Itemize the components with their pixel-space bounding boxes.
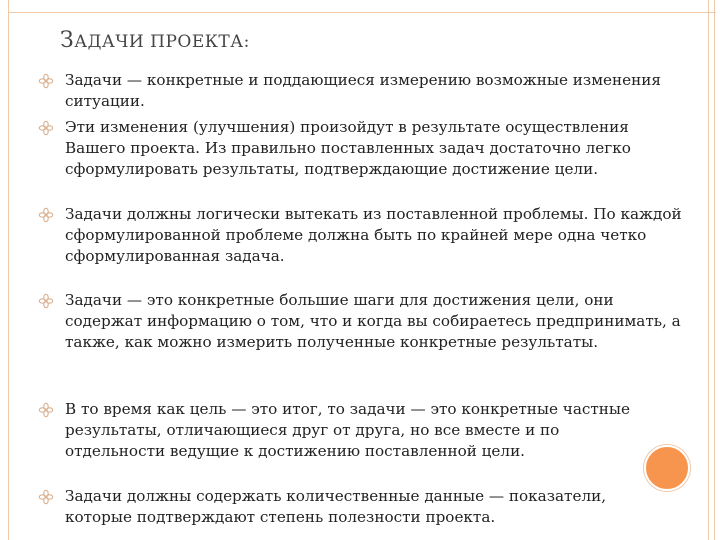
bullet-text: Эти изменения (улучшения) произойдут в результате осуществления Вашего проекта. Из правильно поставленных задач достаточно легко сформулировать результаты, подтверждающие достижение цели. xyxy=(65,118,631,178)
bullet-text: Задачи должны логически вытекать из поставленной проблемы. По каждой сформулированной проблеме должна быть по крайней мере одна четко сформулированная задача. xyxy=(65,205,682,265)
slide-title xyxy=(60,28,250,53)
slide-frame-right-outer xyxy=(708,0,709,540)
slide-frame-left xyxy=(8,0,9,540)
slide-frame-top xyxy=(8,12,716,13)
bullet-text: Задачи — это конкретные большие шаги для достижения цели, они содержат информацию о том, что и когда вы собираетесь предпринимать, а также, как можно измерить полученные конкретные результаты. xyxy=(65,291,681,351)
flower-bullet-icon xyxy=(38,73,54,89)
bullet-text: Задачи — конкретные и поддающиеся измерению возможные изменения ситуации. xyxy=(65,71,661,110)
bullet-text: В то время как цель — это итог, то задачи — это конкретные частные результаты, отличающиеся друг от друга, но все вместе и по отдельности ведущие к достижению поставленной цели. xyxy=(65,400,630,460)
slide-frame-right-inner xyxy=(714,0,715,540)
flower-bullet-icon xyxy=(38,402,54,418)
accent-circle xyxy=(644,445,690,491)
title-initial: З xyxy=(60,28,75,53)
flower-bullet-icon xyxy=(38,489,54,505)
title-rest: АДАЧИ ПРОЕКТА: xyxy=(74,32,250,52)
flower-bullet-icon xyxy=(38,293,54,309)
bullet-text: Задачи должны содержать количественные данные — показатели, которые подтверждают степень полезности проекта. xyxy=(65,487,607,526)
flower-bullet-icon xyxy=(38,120,54,136)
flower-bullet-icon xyxy=(38,207,54,223)
